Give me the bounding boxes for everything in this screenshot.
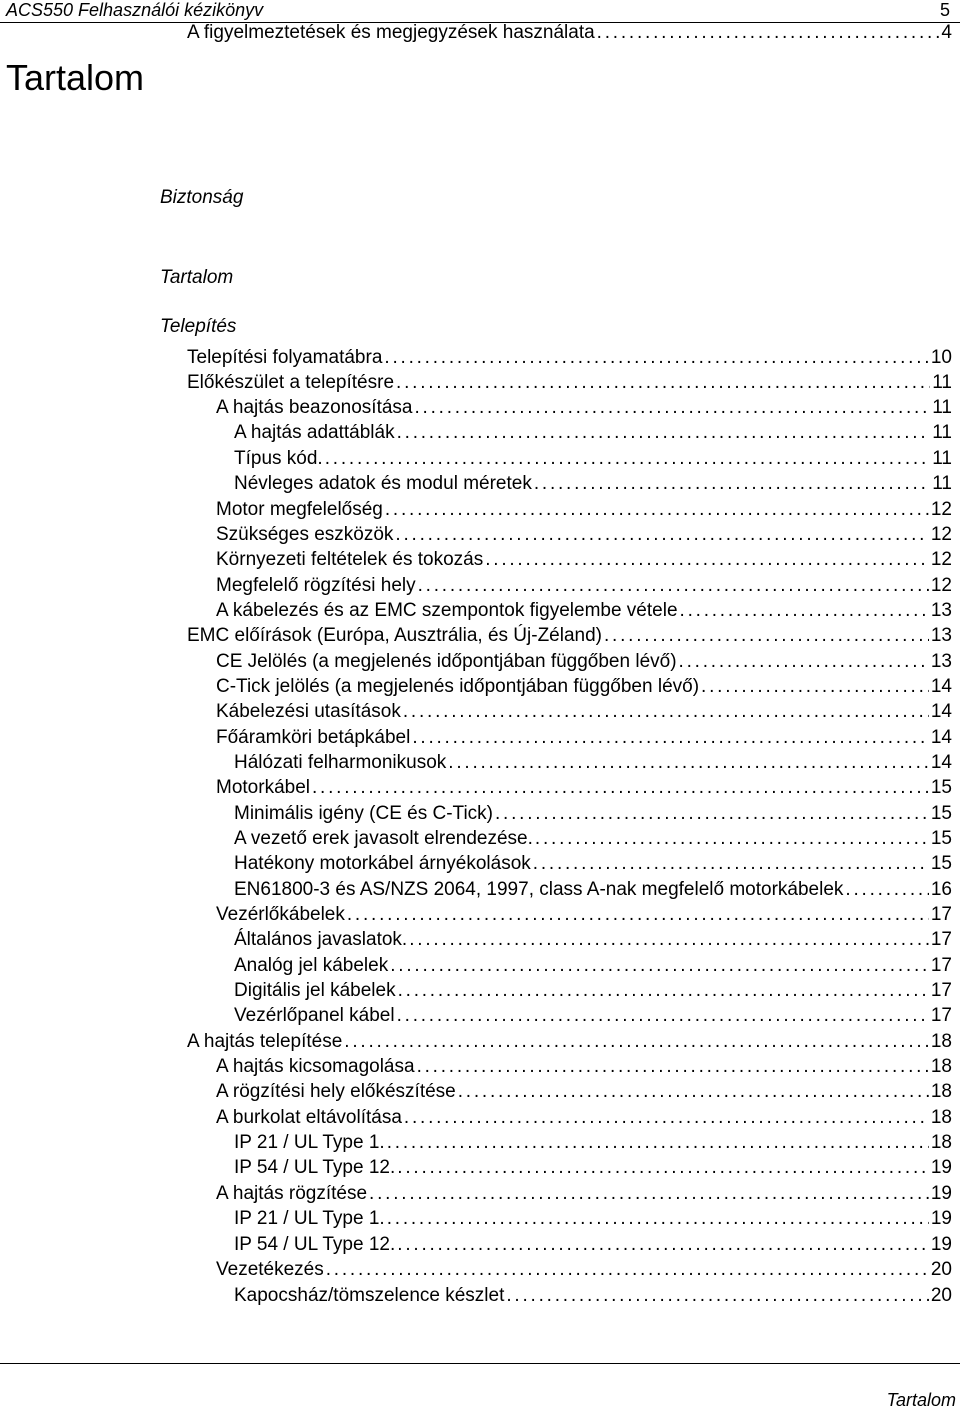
toc-entry-page: 17 <box>930 980 952 1001</box>
toc-entry[interactable] <box>216 600 952 622</box>
toc-entry-page: 11 <box>932 397 952 418</box>
toc-entry-page: 13 <box>930 625 952 646</box>
toc-entry[interactable] <box>234 1285 952 1307</box>
toc-entry[interactable] <box>216 1183 952 1205</box>
toc-entry[interactable] <box>234 1208 952 1230</box>
toc-entry-page: 18 <box>930 1031 952 1052</box>
toc-entry[interactable] <box>234 1005 952 1027</box>
toc-entry[interactable] <box>216 575 952 597</box>
dot-leader <box>409 929 929 951</box>
dot-leader <box>495 803 929 825</box>
toc-entry-label: A burkolat eltávolítása <box>216 1107 402 1128</box>
dot-leader <box>312 777 929 799</box>
dot-leader <box>396 372 930 394</box>
toc-entry-label: Megfelelő rögzítési hely <box>216 575 416 596</box>
footer-section-name: Tartalom <box>886 1390 956 1410</box>
page-number: 5 <box>939 0 950 20</box>
dot-leader <box>533 853 929 875</box>
toc-entry[interactable] <box>216 1259 952 1281</box>
dot-leader <box>404 1107 929 1129</box>
toc-entry-label: A hajtás telepítése <box>187 1031 343 1052</box>
dot-leader <box>325 448 931 470</box>
dot-leader <box>387 1208 929 1230</box>
toc-entry-page: 12 <box>930 499 952 520</box>
dot-leader <box>347 904 929 926</box>
dot-leader <box>395 524 928 546</box>
toc-entry-label: Hatékony motorkábel árnyékolások <box>234 853 531 874</box>
toc-entry-label: Típus kód. <box>234 448 323 469</box>
toc-entry-page: 15 <box>930 828 952 849</box>
dot-leader <box>384 347 928 369</box>
toc-entry-page: 16 <box>930 879 952 900</box>
section-heading-biztonsag: Biztonság <box>160 187 244 208</box>
toc-entry[interactable] <box>216 1056 952 1078</box>
toc-entry[interactable] <box>234 422 952 444</box>
toc-entry[interactable] <box>187 625 952 647</box>
toc-entry[interactable] <box>216 727 952 749</box>
dot-leader <box>397 422 931 444</box>
toc-entry[interactable] <box>187 372 952 394</box>
toc-entry-page: 4 <box>941 22 952 43</box>
dot-leader <box>679 651 929 673</box>
toc-entry-label: Motorkábel <box>216 777 310 798</box>
toc-entry-label: Szükséges eszközök <box>216 524 394 545</box>
toc-entry-label: A vezető erek javasolt elrendezése. <box>234 828 533 849</box>
toc-entry-page: 15 <box>930 777 952 798</box>
toc-entry-page: 10 <box>930 347 952 368</box>
toc-entry[interactable] <box>216 904 952 926</box>
dot-leader <box>418 575 929 597</box>
toc-entry-page: 17 <box>930 929 952 950</box>
toc-entry[interactable] <box>187 22 952 44</box>
toc-entry-label: Kábelezési utasítások <box>216 701 401 722</box>
toc-entry-page: 11 <box>932 422 952 443</box>
toc-entry-label: Hálózati felharmonikusok <box>234 752 447 773</box>
toc-entry-page: 17 <box>930 1005 952 1026</box>
toc-entry-page: 11 <box>932 448 952 469</box>
toc-entry-page: 14 <box>930 676 952 697</box>
toc-entry-label: Motor megfelelőség <box>216 499 383 520</box>
toc-entry[interactable] <box>216 397 952 419</box>
toc-entry-label: A figyelmeztetések és megjegyzések használata <box>187 22 595 43</box>
toc-entry[interactable] <box>187 1031 952 1053</box>
toc-entry-page: 18 <box>930 1107 952 1128</box>
page-title: Tartalom <box>6 57 145 98</box>
dot-leader <box>403 701 929 723</box>
toc-entry-page: 14 <box>930 752 952 773</box>
dot-leader <box>397 1234 929 1256</box>
toc-entry-page: 11 <box>932 372 952 393</box>
toc-entry-label: A hajtás beazonosítása <box>216 397 413 418</box>
toc-entry-label: A rögzítési hely előkészítése <box>216 1081 456 1102</box>
toc-entry[interactable] <box>216 499 952 521</box>
toc-entry-page: 12 <box>930 524 952 545</box>
footer-divider <box>0 1363 960 1364</box>
dot-leader <box>326 1259 929 1281</box>
toc-entry[interactable] <box>234 955 952 977</box>
toc-entry-label: IP 54 / UL Type 12. <box>234 1157 396 1178</box>
toc-entry-label: A hajtás rögzítése <box>216 1183 368 1204</box>
dot-leader <box>397 1157 929 1179</box>
toc-entry[interactable] <box>216 524 952 546</box>
toc-entry-label: EN61800-3 és AS/NZS 2064, 1997, class A-nak megfelelő motorkábelek <box>234 879 844 900</box>
toc-entry-page: 19 <box>930 1183 952 1204</box>
toc-entry-page: 11 <box>932 473 952 494</box>
dot-leader <box>412 727 929 749</box>
toc-entry-label: CE Jelölés (a megjelenés időpontjában függőben lévő) <box>216 651 677 672</box>
toc-entry[interactable] <box>234 1157 952 1179</box>
toc-entry-label: Névleges adatok és modul méretek <box>234 473 532 494</box>
dot-leader <box>506 1285 928 1307</box>
toc-entry[interactable] <box>234 929 952 951</box>
toc-entry[interactable] <box>234 473 952 495</box>
toc-entry-label: Vezetékezés <box>216 1259 324 1280</box>
toc-entry-page: 19 <box>930 1234 952 1255</box>
toc-entry-page: 15 <box>930 853 952 874</box>
dot-leader <box>458 1081 929 1103</box>
toc-entry-label: Környezeti feltételek és tokozás <box>216 549 484 570</box>
toc-entry-label: Minimális igény (CE és C-Tick) <box>234 803 493 824</box>
toc-entry-page: 20 <box>930 1259 952 1280</box>
dot-leader <box>845 879 928 901</box>
toc-entry[interactable] <box>234 752 952 774</box>
section-heading-tartalom: Tartalom <box>160 267 234 288</box>
dot-leader <box>680 600 929 622</box>
dot-leader <box>385 499 929 521</box>
toc-entry-label: IP 21 / UL Type 1. <box>234 1132 385 1153</box>
toc-entry[interactable] <box>216 777 952 799</box>
toc-entry[interactable] <box>234 448 952 470</box>
toc-entry-page: 13 <box>930 651 952 672</box>
toc-entry-page: 14 <box>930 727 952 748</box>
toc-entry-label: A hajtás adattáblák <box>234 422 395 443</box>
section-heading-telepites: Telepítés <box>160 316 237 337</box>
toc-entry[interactable] <box>234 828 952 850</box>
dot-leader <box>387 1132 929 1154</box>
toc-entry[interactable] <box>234 1132 952 1154</box>
toc-entry[interactable] <box>216 651 952 673</box>
toc-entry-label: Előkészület a telepítésre <box>187 372 395 393</box>
dot-leader <box>369 1183 929 1205</box>
toc-entry-page: 20 <box>930 1285 952 1306</box>
dot-leader <box>604 625 929 647</box>
toc-entry-label: EMC előírások (Európa, Ausztrália, és Új-Zéland) <box>187 625 602 646</box>
toc-entry-page: 12 <box>930 549 952 570</box>
toc-entry[interactable] <box>234 879 952 901</box>
toc-entry[interactable] <box>234 980 952 1002</box>
toc-entry[interactable] <box>216 701 952 723</box>
toc-entry[interactable] <box>216 1107 952 1129</box>
toc-entry-page: 17 <box>930 904 952 925</box>
dot-leader <box>597 22 940 44</box>
toc-entry-label: Vezérlőkábelek <box>216 904 345 925</box>
toc-entry-page: 15 <box>930 803 952 824</box>
dot-leader <box>701 676 929 698</box>
toc-entry-label: Általános javaslatok. <box>234 929 408 950</box>
toc-entry-label: IP 21 / UL Type 1. <box>234 1208 385 1229</box>
toc-entry-label: C-Tick jelölés (a megjelenés időpontjában függőben lévő) <box>216 676 700 697</box>
dot-leader <box>344 1031 929 1053</box>
toc-entry[interactable] <box>216 676 952 698</box>
dot-leader <box>414 397 930 419</box>
dot-leader <box>448 752 929 774</box>
dot-leader <box>534 473 930 495</box>
toc-entry-label: Vezérlőpanel kábel <box>234 1005 395 1026</box>
manual-title: ACS550 Felhasználói kézikönyv <box>6 0 264 20</box>
dot-leader <box>535 828 929 850</box>
toc-entry-page: 18 <box>930 1132 952 1153</box>
dot-leader <box>485 549 929 571</box>
toc-entry[interactable] <box>234 1234 952 1256</box>
dot-leader <box>390 955 929 977</box>
toc-entry[interactable] <box>216 1081 952 1103</box>
toc-entry-page: 19 <box>930 1157 952 1178</box>
toc-entry[interactable] <box>216 549 952 571</box>
toc-entry[interactable] <box>234 803 952 825</box>
toc-entry-label: Analóg jel kábelek <box>234 955 389 976</box>
toc-entry-page: 18 <box>930 1081 952 1102</box>
toc-entry-page: 19 <box>930 1208 952 1229</box>
toc-entry-label: A hajtás kicsomagolása <box>216 1056 415 1077</box>
toc-entry-page: 17 <box>930 955 952 976</box>
toc-entry-label: Főáramköri betápkábel <box>216 727 411 748</box>
toc-entry-label: Digitális jel kábelek <box>234 980 396 1001</box>
toc-entry[interactable] <box>187 347 952 369</box>
toc-entry-label: Kapocsház/tömszelence készlet <box>234 1285 505 1306</box>
toc-entry-page: 12 <box>930 575 952 596</box>
dot-leader <box>417 1056 929 1078</box>
toc-entry-label: Telepítési folyamatábra <box>187 347 383 368</box>
toc-entry-page: 18 <box>930 1056 952 1077</box>
dot-leader <box>398 980 929 1002</box>
dot-leader <box>397 1005 929 1027</box>
toc-entry-label: A kábelezés és az EMC szempontok figyelembe vétele <box>216 600 678 621</box>
toc-entry-page: 14 <box>930 701 952 722</box>
toc-entry-page: 13 <box>930 600 952 621</box>
toc-entry[interactable] <box>234 853 952 875</box>
toc-entry-label: IP 54 / UL Type 12. <box>234 1234 396 1255</box>
